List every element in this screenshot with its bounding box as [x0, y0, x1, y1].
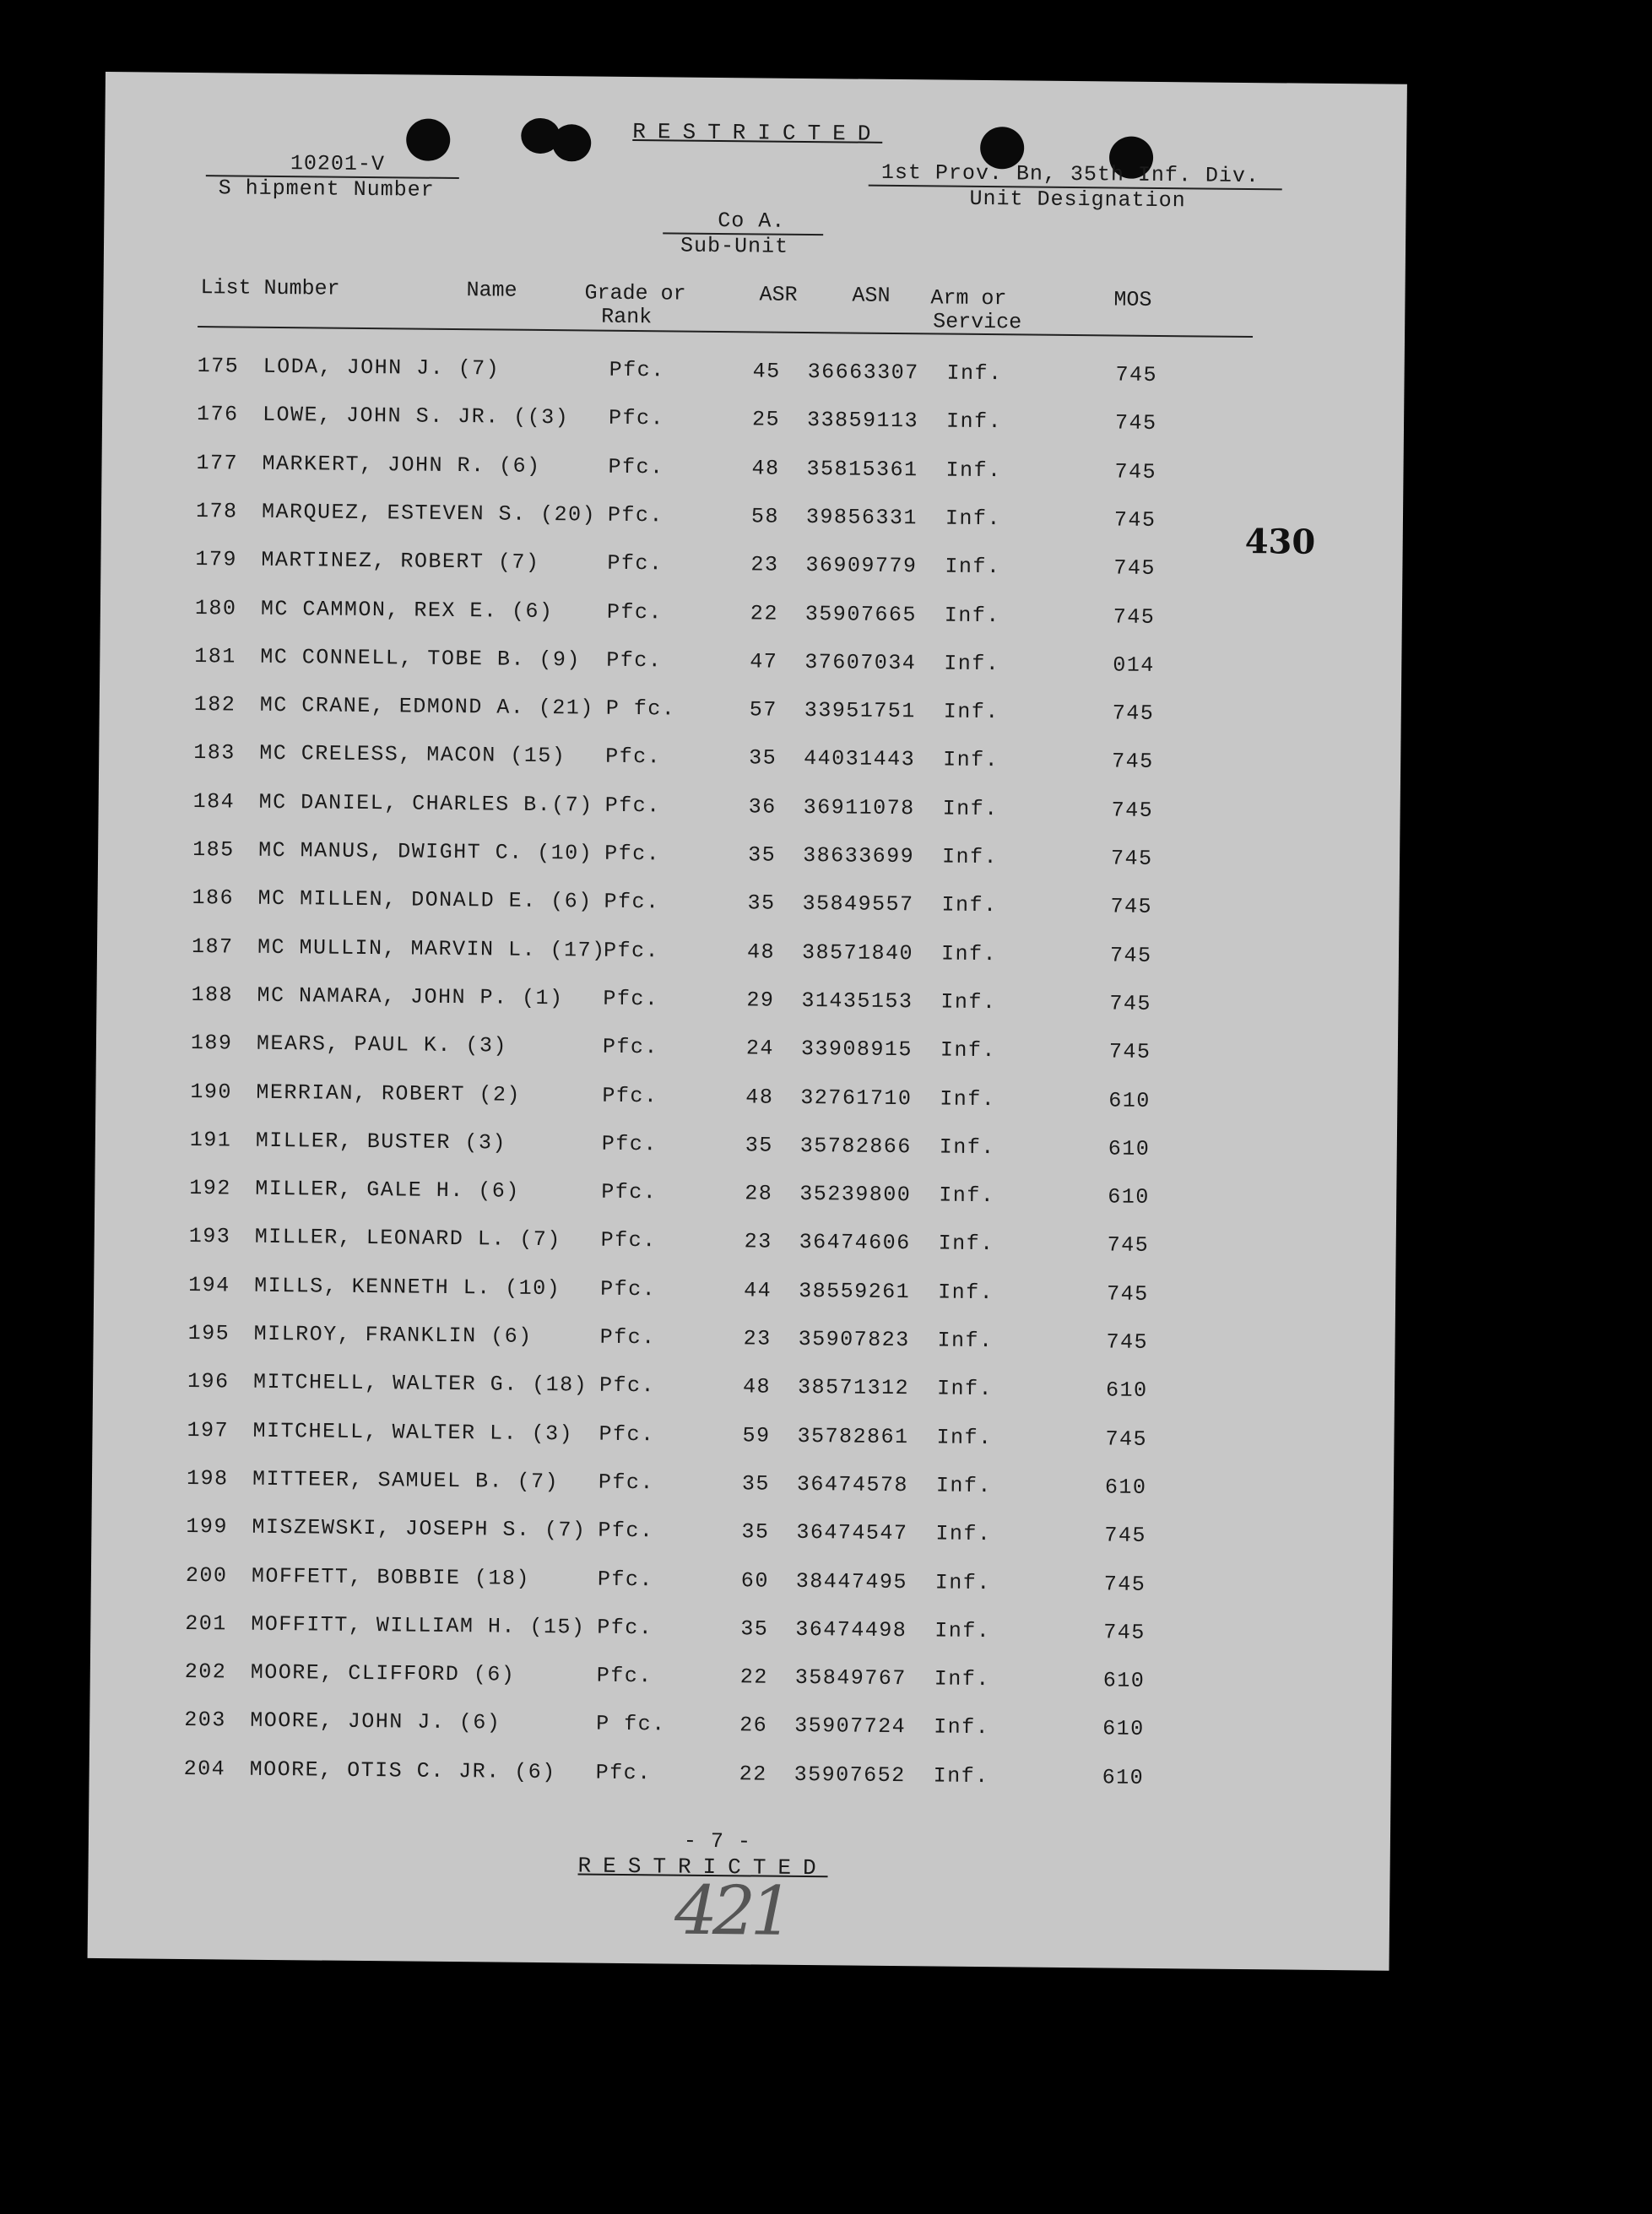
- table-row: [91, 1513, 1357, 1559]
- asr-cell: 35: [747, 890, 776, 916]
- mos-cell: 745: [1103, 1571, 1146, 1597]
- table-row: [100, 691, 1366, 737]
- arm-cell: Inf.: [941, 892, 998, 918]
- grade-cell: Pfc.: [606, 599, 664, 625]
- name-cell: MC CRELESS, MACON (15): [259, 741, 566, 769]
- grade-cell: Pfc.: [599, 1372, 656, 1399]
- asn-cell: 36911078: [803, 794, 915, 820]
- grade-cell: Pfc.: [604, 890, 660, 915]
- name-cell: MC CRANE, EDMOND A. (21): [259, 692, 594, 721]
- mos-cell: 745: [1114, 410, 1157, 436]
- list-number-cell: 178: [195, 498, 238, 524]
- table-row: [90, 1659, 1357, 1704]
- list-number-cell: 190: [190, 1079, 233, 1104]
- mos-cell: 610: [1105, 1378, 1148, 1404]
- asr-cell: 48: [742, 1374, 772, 1399]
- grade-cell: Pfc.: [604, 793, 661, 819]
- table-row: [95, 1127, 1362, 1172]
- unit-designation-label: Unit Designation: [969, 186, 1186, 214]
- grade-cell: Pfc.: [596, 1663, 653, 1689]
- asn-cell: 44031443: [804, 746, 916, 772]
- name-cell: MC CONNELL, TOBE B. (9): [260, 644, 582, 673]
- asr-cell: 36: [748, 794, 777, 820]
- arm-cell: Inf.: [934, 1666, 990, 1692]
- arm-cell: Inf.: [939, 1134, 995, 1160]
- name-cell: MOFFETT, BOBBIE (18): [251, 1563, 531, 1591]
- list-number-cell: 181: [194, 643, 237, 669]
- list-number-cell: 175: [197, 354, 240, 379]
- asn-cell: 37607034: [804, 649, 917, 676]
- list-number-cell: 194: [188, 1272, 230, 1298]
- asn-cell: 38559261: [799, 1278, 911, 1304]
- list-number-cell: 189: [190, 1031, 233, 1056]
- security-header: RESTRICTED: [632, 118, 883, 147]
- asn-cell: 35782866: [799, 1133, 912, 1160]
- asn-cell: 36474547: [796, 1520, 908, 1546]
- col-header-list-number: List Number: [200, 275, 340, 301]
- table-row: [100, 643, 1366, 689]
- asr-cell: 35: [741, 1519, 770, 1545]
- grade-cell: Pfc.: [598, 1470, 655, 1496]
- table-row: [102, 353, 1368, 398]
- arm-cell: Inf.: [945, 457, 1002, 483]
- list-number-cell: 177: [196, 450, 239, 476]
- asn-cell: 36909779: [805, 553, 918, 579]
- grade-cell: Pfc.: [595, 1760, 652, 1785]
- asr-cell: 35: [741, 1471, 771, 1497]
- table-row: [98, 836, 1364, 882]
- arm-cell: Inf.: [934, 1618, 991, 1643]
- list-number-cell: 197: [187, 1417, 230, 1443]
- asn-cell: 36474498: [795, 1616, 907, 1643]
- table-row: [96, 1030, 1362, 1075]
- table-row: [91, 1562, 1357, 1607]
- list-number-cell: 202: [184, 1659, 227, 1685]
- asn-cell: 32761710: [800, 1085, 913, 1111]
- list-number-cell: 191: [189, 1127, 232, 1153]
- table-row: [97, 934, 1363, 979]
- arm-cell: Inf.: [933, 1763, 989, 1789]
- list-number-cell: 184: [192, 788, 236, 815]
- arm-cell: Inf.: [934, 1570, 992, 1595]
- asn-cell: 35239800: [799, 1182, 912, 1208]
- arm-cell: Inf.: [936, 1376, 994, 1402]
- mos-cell: 610: [1102, 1765, 1145, 1790]
- asn-cell: 36474578: [796, 1471, 909, 1498]
- asr-cell: 22: [739, 1761, 767, 1787]
- table-row: [92, 1465, 1358, 1511]
- mos-cell: 745: [1113, 507, 1156, 533]
- asn-cell: 38571312: [797, 1375, 910, 1401]
- mos-cell: 014: [1113, 652, 1155, 678]
- arm-cell: Inf.: [940, 1037, 997, 1064]
- list-number-cell: 196: [187, 1369, 230, 1394]
- arm-cell: Inf.: [945, 506, 1002, 532]
- asr-cell: 47: [750, 649, 778, 674]
- asn-cell: 35849557: [802, 891, 914, 918]
- mos-cell: 610: [1108, 1087, 1151, 1113]
- mos-cell: 745: [1106, 1329, 1149, 1355]
- mos-cell: 745: [1110, 846, 1153, 871]
- mos-cell: 745: [1112, 701, 1155, 727]
- table-row: [93, 1320, 1359, 1366]
- mos-cell: 745: [1109, 991, 1152, 1016]
- table-row: [95, 1223, 1361, 1269]
- name-cell: MILLER, GALE H. (6): [255, 1176, 520, 1204]
- name-cell: MC MANUS, DWIGHT C. (10): [258, 837, 593, 866]
- grade-cell: Pfc.: [604, 841, 661, 867]
- unit-designation: 1st Prov. Bn, 35th Inf. Div.: [869, 160, 1282, 191]
- asr-cell: 35: [745, 1133, 773, 1158]
- mos-cell: 745: [1113, 555, 1156, 582]
- name-cell: MOORE, OTIS C. JR. (6): [249, 1757, 556, 1784]
- mos-cell: 745: [1104, 1523, 1147, 1549]
- sub-unit-label: Sub-Unit: [680, 233, 789, 259]
- name-cell: MOORE, CLIFFORD (6): [250, 1659, 516, 1687]
- mos-cell: 610: [1108, 1136, 1151, 1161]
- table-row: [98, 788, 1364, 834]
- shipment-number-label: S hipment Number: [218, 176, 435, 203]
- grade-cell: Pfc.: [600, 1276, 657, 1302]
- col-header-rank: Rank: [601, 304, 653, 330]
- sub-unit: Co A.: [663, 208, 823, 235]
- table-row: [89, 1756, 1355, 1801]
- list-number-cell: 188: [191, 982, 234, 1008]
- punch-hole: [552, 124, 591, 161]
- grade-cell: Pfc.: [602, 1034, 659, 1060]
- asn-cell: 35782861: [797, 1423, 909, 1449]
- grade-cell: Pfc.: [597, 1567, 654, 1592]
- grade-cell: Pfc.: [608, 406, 665, 431]
- col-header-asr: ASR: [759, 282, 798, 307]
- asn-cell: 35907665: [804, 601, 918, 627]
- grade-cell: Pfc.: [599, 1324, 656, 1351]
- name-cell: MEARS, PAUL K. (3): [256, 1031, 508, 1058]
- grade-cell: Pfc.: [607, 502, 664, 528]
- asn-cell: 38447495: [795, 1568, 908, 1594]
- mos-cell: 745: [1111, 798, 1154, 823]
- arm-cell: Inf.: [934, 1714, 990, 1740]
- table-row: [92, 1417, 1358, 1463]
- asn-cell: 33951751: [804, 698, 916, 724]
- name-cell: MC MILLEN, DONALD E. (6): [257, 886, 593, 914]
- asr-cell: 35: [747, 842, 777, 868]
- list-number-cell: 201: [185, 1610, 228, 1637]
- shipment-number: 10201-V: [206, 150, 459, 179]
- list-number-cell: 183: [193, 740, 236, 766]
- mos-cell: 610: [1102, 1716, 1145, 1742]
- handwritten-number: 421: [674, 1870, 789, 1951]
- grade-cell: Pfc.: [607, 550, 664, 577]
- list-number-cell: 198: [186, 1465, 229, 1491]
- mos-cell: 745: [1107, 1281, 1149, 1307]
- asn-cell: 38571840: [801, 939, 914, 966]
- grade-cell: Pfc.: [605, 744, 662, 770]
- name-cell: MOFFITT, WILLIAM H. (15): [251, 1611, 586, 1640]
- arm-cell: Inf.: [940, 941, 998, 966]
- col-header-mos: MOS: [1113, 287, 1152, 312]
- list-number-cell: 192: [189, 1176, 231, 1201]
- arm-cell: Inf.: [938, 1231, 994, 1257]
- col-header-asn: ASN: [852, 283, 891, 308]
- mos-cell: 745: [1105, 1426, 1148, 1452]
- asn-cell: 35907724: [794, 1713, 907, 1740]
- name-cell: MC CAMMON, REX E. (6): [260, 596, 554, 624]
- grade-cell: Pfc.: [599, 1421, 655, 1447]
- list-number-cell: 185: [192, 837, 235, 863]
- asn-cell: 36474606: [799, 1230, 911, 1256]
- grade-cell: Pfc.: [602, 1083, 658, 1108]
- name-cell: MERRIAN, ROBERT (2): [256, 1080, 522, 1107]
- list-number-cell: 179: [195, 547, 238, 572]
- table-row: [100, 594, 1367, 640]
- list-number-cell: 204: [183, 1756, 226, 1782]
- list-number-cell: 186: [192, 885, 235, 911]
- mos-cell: 745: [1109, 943, 1152, 968]
- name-cell: MC DANIEL, CHARLES B.(7): [258, 789, 593, 818]
- list-number-cell: 193: [188, 1224, 231, 1249]
- asn-cell: 35849767: [794, 1665, 907, 1692]
- asr-cell: 22: [739, 1665, 768, 1690]
- mos-cell: 610: [1102, 1668, 1146, 1694]
- arm-cell: Inf.: [939, 1183, 995, 1209]
- col-header-arm: Arm or: [930, 285, 1007, 311]
- table-row: [89, 1707, 1356, 1752]
- stamped-page-number: 430: [1244, 521, 1316, 562]
- arm-cell: Inf.: [938, 1280, 994, 1305]
- grade-cell: P fc.: [596, 1712, 666, 1737]
- arm-cell: Inf.: [935, 1521, 992, 1547]
- list-number-cell: 203: [184, 1708, 226, 1733]
- asn-cell: 39856331: [805, 504, 918, 531]
- mos-cell: 745: [1112, 749, 1154, 775]
- table-row: [102, 401, 1368, 447]
- asn-cell: 35815361: [806, 456, 918, 482]
- grade-cell: Pfc.: [598, 1518, 654, 1544]
- grade-cell: Pfc.: [606, 647, 663, 674]
- asr-cell: 60: [740, 1567, 770, 1594]
- table-row: [93, 1368, 1359, 1414]
- name-cell: MILLS, KENNETH L. (10): [254, 1273, 561, 1301]
- asr-cell: 44: [744, 1278, 772, 1303]
- arm-cell: Inf.: [937, 1328, 994, 1354]
- header-rule: [198, 326, 1253, 338]
- asr-cell: 35: [740, 1616, 769, 1642]
- arm-cell: Inf.: [942, 796, 999, 821]
- asr-cell: 22: [750, 600, 779, 626]
- table-row: [99, 739, 1365, 785]
- list-number-cell: 176: [196, 402, 239, 427]
- asr-cell: 25: [751, 407, 781, 432]
- list-number-cell: 182: [193, 692, 236, 717]
- asr-cell: 59: [742, 1422, 771, 1448]
- security-footer: RESTRICTED: [577, 1853, 828, 1881]
- name-cell: MARTINEZ, ROBERT (7): [261, 547, 540, 576]
- name-cell: LODA, JOHN J. (7): [263, 354, 501, 382]
- name-cell: MISZEWSKI, JOSEPH S. (7): [252, 1514, 587, 1543]
- page-number: - 7 -: [683, 1828, 752, 1854]
- arm-cell: Inf.: [944, 651, 1000, 676]
- arm-cell: Inf.: [945, 409, 1003, 435]
- asr-cell: 45: [752, 359, 781, 384]
- asr-cell: 29: [746, 988, 775, 1013]
- name-cell: MILLER, BUSTER (3): [255, 1128, 507, 1156]
- name-cell: MITCHELL, WALTER G. (18): [252, 1370, 588, 1398]
- mos-cell: 745: [1103, 1620, 1146, 1645]
- table-row: [94, 1272, 1360, 1318]
- asr-cell: 48: [745, 1084, 774, 1110]
- document-page: [88, 72, 1407, 1971]
- col-header-name: Name: [466, 278, 517, 303]
- list-number-cell: 200: [185, 1562, 228, 1588]
- asn-cell: 38633699: [802, 842, 915, 869]
- mos-cell: 610: [1108, 1184, 1150, 1210]
- name-cell: MARQUEZ, ESTEVEN S. (20): [261, 499, 597, 528]
- asn-cell: 31435153: [801, 988, 913, 1015]
- grade-cell: P fc.: [605, 696, 676, 722]
- arm-cell: Inf.: [935, 1473, 993, 1499]
- name-cell: MITTEER, SAMUEL B. (7): [252, 1466, 560, 1495]
- asr-cell: 23: [743, 1326, 772, 1351]
- grade-cell: Pfc.: [601, 1179, 658, 1205]
- arm-cell: Inf.: [941, 844, 999, 870]
- table-row: [101, 450, 1368, 495]
- table-row: [90, 1610, 1357, 1656]
- asn-cell: 36663307: [807, 359, 919, 386]
- name-cell: MOORE, JOHN J. (6): [250, 1708, 501, 1735]
- name-cell: MC NAMARA, JOHN P. (1): [257, 982, 564, 1011]
- grade-cell: Pfc.: [609, 357, 665, 383]
- name-cell: LOWE, JOHN S. JR. ((3): [262, 403, 570, 430]
- name-cell: MARKERT, JOHN R. (6): [262, 451, 541, 479]
- asr-cell: 28: [745, 1181, 773, 1206]
- arm-cell: Inf.: [943, 699, 999, 725]
- asr-cell: 23: [744, 1229, 772, 1255]
- asn-cell: 33859113: [806, 408, 919, 434]
- table-row: [95, 1175, 1361, 1221]
- grade-cell: Pfc.: [603, 938, 660, 963]
- grade-cell: Pfc.: [608, 454, 664, 479]
- arm-cell: Inf.: [936, 1425, 993, 1450]
- arm-cell: Inf.: [945, 554, 1001, 580]
- mos-cell: 610: [1104, 1475, 1147, 1500]
- asr-cell: 26: [739, 1713, 768, 1739]
- table-row: [95, 1078, 1362, 1123]
- grade-cell: Pfc.: [600, 1228, 657, 1253]
- asr-cell: 58: [750, 504, 780, 529]
- mos-cell: 745: [1114, 459, 1157, 484]
- mos-cell: 745: [1110, 894, 1153, 920]
- mos-cell: 745: [1108, 1039, 1151, 1065]
- arm-cell: Inf.: [944, 603, 1001, 628]
- col-header-grade: Grade or: [584, 280, 686, 306]
- grade-cell: Pfc.: [601, 1131, 658, 1157]
- arm-cell: Inf.: [943, 747, 999, 773]
- list-number-cell: 195: [187, 1321, 230, 1346]
- name-cell: MILLER, LEONARD L. (7): [254, 1225, 561, 1253]
- asr-cell: 24: [745, 1036, 775, 1061]
- table-row: [101, 498, 1368, 544]
- name-cell: MITCHELL, WALTER L. (3): [252, 1418, 574, 1446]
- arm-cell: Inf.: [940, 1086, 996, 1112]
- mos-cell: 745: [1113, 604, 1156, 630]
- list-number-cell: 180: [194, 595, 237, 621]
- arm-cell: Inf.: [940, 989, 997, 1015]
- grade-cell: Pfc.: [597, 1615, 653, 1641]
- asr-cell: 57: [749, 697, 777, 723]
- name-cell: MILROY, FRANKLIN (6): [253, 1321, 533, 1349]
- asn-cell: 35907652: [794, 1762, 906, 1788]
- table-row: [100, 546, 1367, 592]
- table-row: [97, 885, 1363, 930]
- col-header-service: Service: [933, 309, 1022, 335]
- asr-cell: 48: [746, 939, 776, 965]
- table-row: [96, 982, 1362, 1027]
- mos-cell: 745: [1115, 362, 1158, 387]
- arm-cell: Inf.: [946, 360, 1003, 387]
- grade-cell: Pfc.: [603, 986, 659, 1012]
- asr-cell: 48: [751, 455, 780, 481]
- mos-cell: 745: [1107, 1232, 1150, 1259]
- asr-cell: 23: [750, 552, 779, 577]
- asn-cell: 33908915: [800, 1037, 913, 1063]
- list-number-cell: 199: [186, 1514, 229, 1540]
- name-cell: MC MULLIN, MARVIN L. (17): [257, 934, 606, 963]
- list-number-cell: 187: [191, 934, 234, 960]
- asn-cell: 35907823: [798, 1326, 910, 1353]
- asr-cell: 35: [749, 745, 777, 771]
